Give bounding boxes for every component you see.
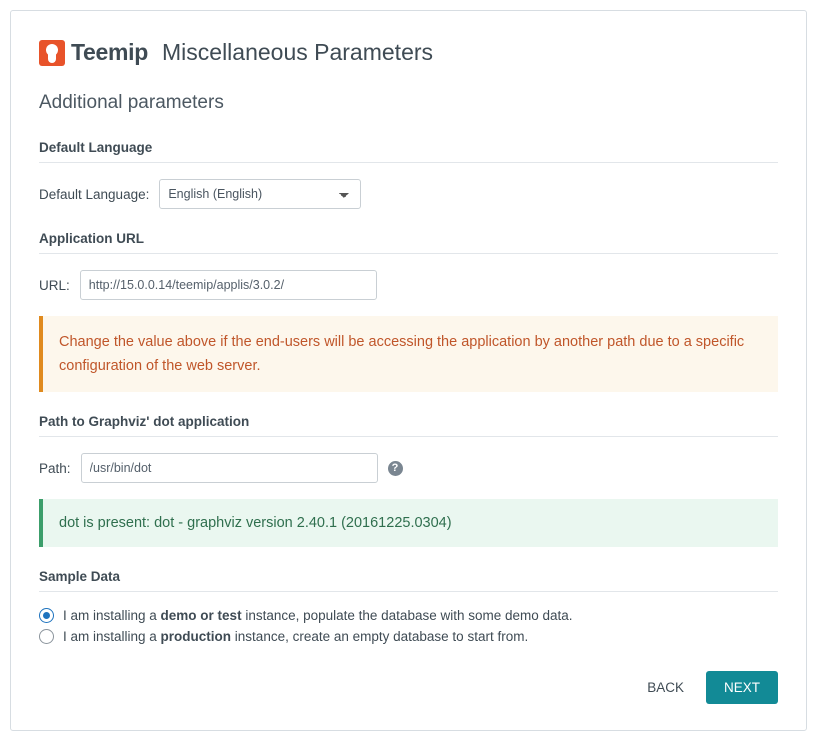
back-button[interactable]: BACK	[643, 674, 688, 701]
radio-demo-label	[63, 608, 573, 623]
radio-demo-pre: I am installing a	[63, 608, 161, 623]
wizard-footer	[643, 671, 778, 704]
radio-production-strong: production	[160, 629, 232, 644]
label-default-language: Default Language:	[39, 186, 150, 202]
page-title: Miscellaneous Parameters	[162, 39, 434, 65]
radio-row-production[interactable]	[39, 629, 778, 644]
help-icon[interactable]: ?	[388, 461, 403, 476]
teemip-logo-icon	[39, 40, 65, 66]
group-title-sample-data: Sample Data	[39, 569, 778, 592]
row-application-url	[39, 270, 778, 300]
group-title-graphviz: Path to Graphviz' dot application	[39, 414, 778, 437]
radio-production-post: instance, create an empty database to start from.	[231, 629, 529, 644]
page-header	[39, 39, 778, 66]
radio-production-instance[interactable]	[39, 629, 54, 644]
graphviz-status-notice: dot is present: dot - graphviz version 2.40.1 (20161225.0304)	[39, 499, 778, 547]
label-path: Path:	[39, 460, 71, 476]
group-title-language: Default Language	[39, 140, 778, 163]
group-application-url	[39, 231, 778, 392]
group-sample-data	[39, 569, 778, 644]
default-language-select[interactable]	[159, 179, 361, 209]
brand-name: Teemip	[71, 39, 149, 65]
section-subtitle: Additional parameters	[39, 92, 224, 113]
row-default-language	[39, 179, 778, 209]
radio-row-demo[interactable]	[39, 608, 778, 623]
label-url: URL:	[39, 277, 70, 293]
url-warning-notice: Change the value above if the end-users will be accessing the application by another path due to a specific configuration of the web server.	[39, 316, 778, 392]
next-button[interactable]: NEXT	[706, 671, 778, 704]
row-graphviz-path	[39, 453, 778, 483]
installer-panel	[10, 10, 807, 731]
radio-demo-strong: demo or test	[160, 608, 242, 623]
graphviz-path-input[interactable]	[81, 453, 378, 483]
brand-logo	[39, 39, 148, 66]
radio-production-label	[63, 629, 528, 644]
group-default-language	[39, 140, 778, 209]
radio-demo-instance[interactable]	[39, 608, 54, 623]
radio-demo-post: instance, populate the database with some demo data.	[241, 608, 573, 623]
url-input[interactable]	[80, 270, 377, 300]
group-title-app-url: Application URL	[39, 231, 778, 254]
radio-production-pre: I am installing a	[63, 629, 161, 644]
group-graphviz-path	[39, 414, 778, 547]
